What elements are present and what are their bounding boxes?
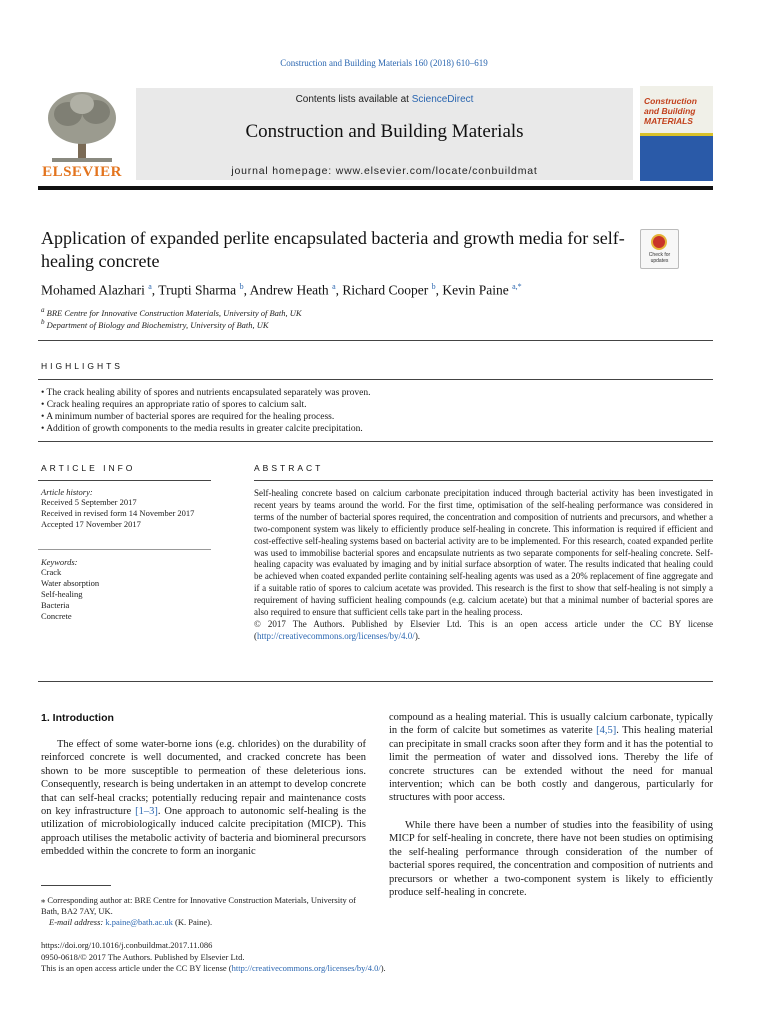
cover-band	[640, 133, 713, 136]
contents-line	[136, 94, 633, 105]
paragraph-text: compound as a healing material. This is usually calcium carbonate, typically in the form of calcite but sometimes as vaterite	[389, 712, 713, 737]
journal-citation[interactable]: Construction and Building Materials 160 (2018) 610–619	[280, 58, 488, 68]
email-suffix: (K. Paine).	[172, 917, 213, 927]
affiliation	[41, 306, 302, 318]
highlight-text: A minimum number of bacterial spores are required for the healing process.	[46, 412, 335, 422]
cover-title: Construction and Building MATERIALS	[644, 96, 697, 126]
affiliation-text: BRE Centre for Innovative Construction Materials, University of Bath, UK	[46, 307, 302, 318]
divider	[38, 379, 713, 380]
corresponding-author-note	[41, 895, 366, 928]
check-for-updates-button[interactable]	[640, 229, 679, 269]
abstract-license: © 2017 The Authors. Published by Elsevier Ltd. This is an open access article under the CC BY license (	[254, 618, 713, 641]
crossmark-label: Check for updates	[648, 252, 671, 264]
abstract-text	[254, 488, 713, 643]
keyword: Water absorption	[41, 578, 100, 588]
history-date: Received 5 September 2017	[41, 497, 137, 507]
highlight-item: • Crack healing requires an appropriate ratio of spores to calcium salt.	[41, 400, 307, 410]
crossmark-icon	[651, 234, 667, 250]
history-label: Article history:	[41, 487, 93, 497]
keywords-label: Keywords:	[41, 557, 78, 567]
intro-paragraph: While there have been a number of studies into the feasibility of using MICP for self-healing in concrete, there have not been studies on optimising the self-healing performance through consideration of the number of bacterial spores required, the concentration and composition of nutrients and precursors or whether a two-component system is likely to efficiently produce self-healing in concrete.	[389, 820, 713, 899]
highlight-text: Crack healing requires an appropriate ratio of spores to calcium salt.	[46, 400, 307, 410]
journal-title: Construction and Building Materials	[245, 121, 524, 142]
citation-link[interactable]: [4,5]	[596, 725, 617, 737]
email-line	[41, 917, 366, 928]
author-name[interactable]: Trupti Sharma	[158, 282, 237, 298]
license-link[interactable]: http://creativecommons.org/licenses/by/4.0/	[257, 630, 415, 641]
divider	[38, 340, 713, 341]
article-history	[41, 487, 214, 530]
divider	[38, 441, 713, 442]
divider	[254, 480, 713, 481]
footnote-rule	[41, 885, 111, 886]
keyword: Concrete	[41, 611, 72, 621]
author-name[interactable]: Andrew Heath	[249, 282, 329, 298]
affiliation-mark: a	[41, 306, 45, 314]
intro-paragraph-continued	[389, 711, 713, 805]
oa-prefix: This is an open access article under the CC BY license (	[41, 963, 232, 973]
paragraph-text: . This healing material can precipitate in small cracks soon after they form and it has the potential to limit the permeation of water and dissolved ions. Thereby the life of concrete structures can be extended without the need for manual intervention; which can be both costly and dangerous, particularly for structures with poor access.	[389, 725, 713, 804]
journal-cover[interactable]	[640, 86, 713, 181]
author-name[interactable]: Mohamed Alazhari	[41, 282, 145, 298]
abstract-body: Self-healing concrete based on calcium carbonate precipitation induced through bacterial activity has been investigated in recent years by teams around the world. For the first time, optimisation of the self-healing performance was considered in terms of the number of bacterial spores required, the concentration and composition of nutrients and precursors, and whether a two-component system was likely to efficiently produce self-healing in concrete. This information is required if efficient and cost-effective self-healing systems based on bacterial activity are to be implemented. For this research, coated expanded perlite was used to immobilise bacterial spores and encapsulate nutrients as two separate components for self-healing concrete. Self-healing capacity was evaluated by imaging and by initial surface absorption of water. The results indicated that healing could be achieved when coated expanded perlite containing self-healing agents was used as a 20% replacement of fine aggregate and if a suitable ratio of spores to calcium acetate was provided. This research is the first to show that self-healing is not simply a requirement of having sufficient healing compounds (e.g. calcium acetate) but that a minimal number of bacterial spores are also required to ensure that sufficient cells take part in the healing process.	[254, 488, 713, 618]
oa-suffix: ).	[380, 963, 386, 973]
highlight-item: • A minimum number of bacterial spores are required for the healing process.	[41, 412, 335, 422]
author-name[interactable]: Richard Cooper	[342, 282, 429, 298]
history-date: Accepted 17 November 2017	[41, 519, 141, 529]
highlight-text: The crack healing ability of spores and nutrients encapsulated separately was proven.	[46, 388, 371, 398]
corresponding-author-text: ⁎ Corresponding author at: BRE Centre for Innovative Construction Materials, University of Bath, BA2 7AY, UK.	[41, 895, 356, 916]
highlight-text: Addition of growth components to the media results in greater calcite precipitation.	[46, 424, 363, 434]
homepage-prefix: journal homepage:	[231, 165, 336, 177]
homepage-link[interactable]: www.elsevier.com/locate/conbuildmat	[335, 165, 538, 177]
keywords	[41, 557, 214, 622]
author-affiliation-mark[interactable]: a,*	[512, 282, 522, 291]
history-date: Received in revised form 14 November 2017	[41, 508, 195, 518]
section-heading: 1. Introduction	[41, 712, 114, 724]
contents-prefix: Contents lists available at	[295, 94, 412, 105]
doi-link[interactable]: https://doi.org/10.1016/j.conbuildmat.2017.11.086	[41, 940, 213, 950]
citation-link[interactable]: [1–3]	[135, 806, 158, 818]
open-access-line	[41, 963, 386, 974]
author-affiliation-mark[interactable]: b	[239, 282, 244, 291]
affiliation-text: Department of Biology and Biochemistry, University of Bath, UK	[46, 319, 269, 330]
article-title: Application of expanded perlite encapsulated bacteria and growth media for self-healing concrete	[41, 228, 625, 271]
divider	[38, 681, 713, 682]
highlights-heading: HIGHLIGHTS	[41, 361, 123, 371]
oa-license-link[interactable]: http://creativecommons.org/licenses/by/4.0/	[231, 963, 381, 973]
author-affiliation-mark[interactable]: b	[431, 282, 436, 291]
author-affiliation-mark[interactable]: a	[148, 282, 152, 291]
author-name[interactable]: Kevin Paine	[442, 282, 509, 298]
abstract-heading: ABSTRACT	[254, 463, 324, 473]
elsevier-wordmark: ELSEVIER	[42, 164, 122, 180]
highlight-item: • Addition of growth components to the media results in greater calcite precipitation.	[41, 424, 363, 434]
journal-homepage	[136, 165, 633, 177]
author-list: Mohamed Alazhari $^a$, Trupti Sharma $^b$, Andrew Heath $^a$, Richard Cooper $^b$, Kevin Paine $^{a,*}$	[41, 282, 522, 298]
article-info-heading: ARTICLE INFO	[41, 463, 136, 473]
intro-paragraph	[41, 738, 366, 859]
issn-line: 0950-0618/© 2017 The Authors. Published by Elsevier Ltd.	[41, 952, 245, 962]
paragraph-text: . One approach to autonomic self-healing is the utilization of microbiologically induced calcite precipitation (MICP). This approach utilises the metabolic activity of bacteria and biomineral precursors embedded within the concrete to form an inorganic	[41, 806, 367, 858]
keyword: Self-healing	[41, 589, 83, 599]
divider	[38, 480, 211, 481]
paragraph-text: The effect of some water-borne ions (e.g. chlorides) on the durability of reinforced concrete is well documented, and cracked concrete has been shown to be more susceptible to permeation of these deleterious ions. Consequently, research is being undertaken in an attempt to develop concrete that can self-heal cracks; potentially reducing repair and maintenance costs on key infrastructure	[41, 739, 366, 818]
keyword: Crack	[41, 567, 62, 577]
divider	[38, 549, 211, 550]
author-affiliation-mark[interactable]: a	[332, 282, 336, 291]
affiliation-mark: b	[41, 318, 45, 326]
highlight-item: • The crack healing ability of spores and nutrients encapsulated separately was proven.	[41, 388, 371, 398]
email-link[interactable]: k.paine@bath.ac.uk	[105, 917, 173, 927]
header-rule	[38, 186, 713, 190]
sciencedirect-link[interactable]: ScienceDirect	[411, 94, 474, 105]
affiliation	[41, 318, 269, 330]
email-label: E-mail address:	[49, 917, 106, 927]
keyword: Bacteria	[41, 600, 70, 610]
license-suffix: ).	[414, 630, 421, 641]
